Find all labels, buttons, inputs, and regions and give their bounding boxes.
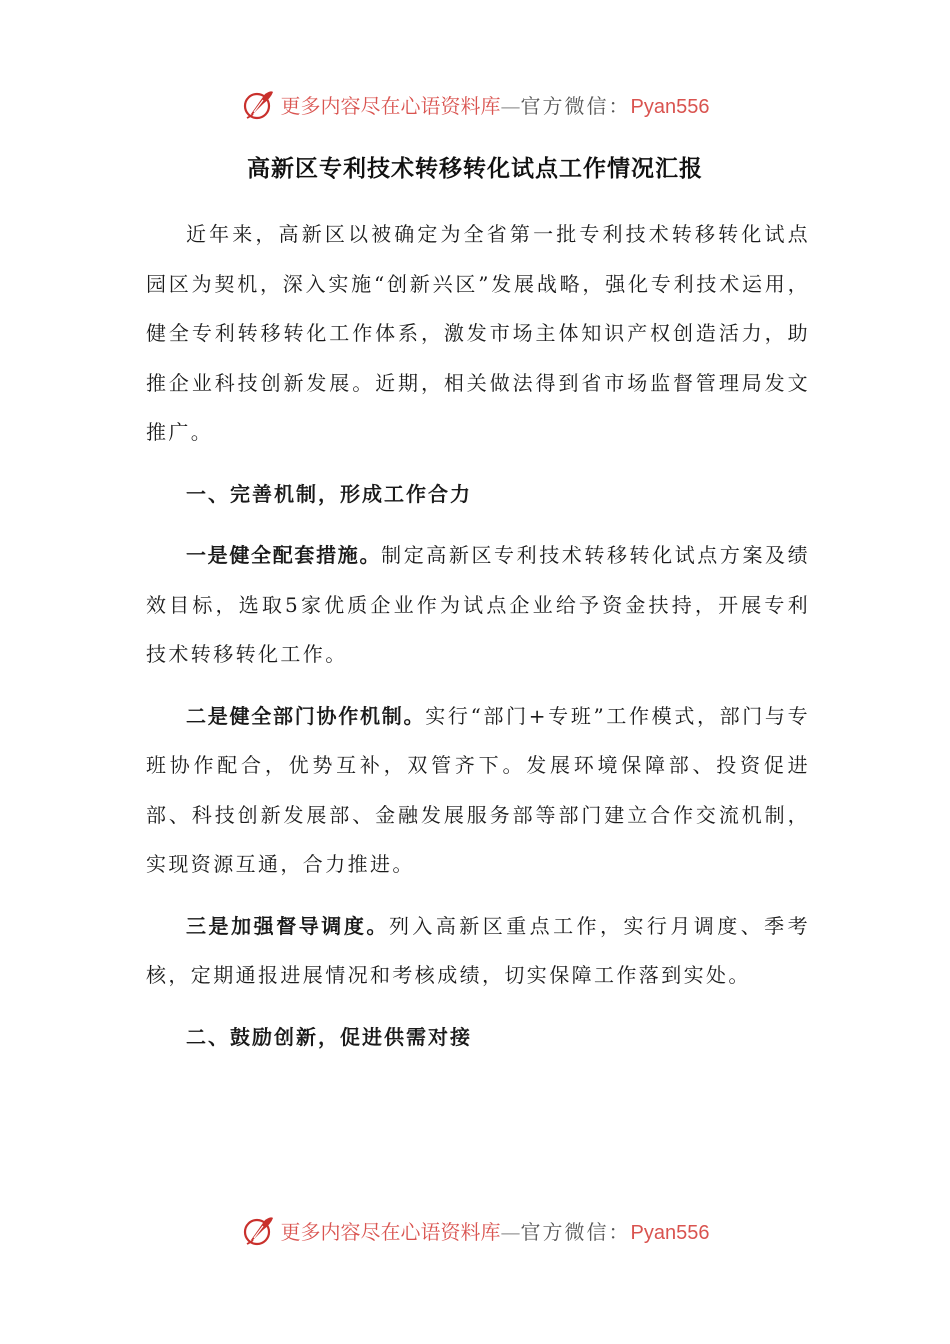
banner-separator: —: [500, 1219, 521, 1244]
item-body-2: 实行“部门+专班”工作模式，部门与专班协作配合，优势互补，双管齐下。发展环境保障部、投资促进部、科技创新发展部、金融发展服务部等部门建立合作交流机制，实现资源互通，合力推进。: [146, 703, 810, 876]
item-paragraph-2: [146, 692, 810, 890]
document-body: [146, 210, 810, 1074]
banner-text: [281, 1216, 710, 1245]
section-heading-1: 一、完善机制，形成工作合力: [186, 481, 472, 506]
quill-pen-logo-icon: [241, 86, 277, 122]
banner-brand: 更多内容尽在心语资料库: [280, 93, 501, 118]
section-heading-2: 二、鼓励创新，促进供需对接: [186, 1024, 472, 1049]
item-body-3: 列入高新区重点工作，实行月调度、季考核，定期通报进展情况和考核成绩，切实保障工作落到实处。: [146, 913, 811, 987]
banner-separator: —: [500, 93, 521, 118]
banner-text: [281, 90, 710, 119]
footer-banner: [0, 1208, 950, 1252]
banner-wechat-label: 官方微信：: [520, 1219, 631, 1244]
item-paragraph-1: [146, 531, 810, 680]
banner-handle: Pyan556: [630, 1221, 710, 1244]
item-paragraph-3: [146, 902, 810, 1001]
banner-wechat-label: 官方微信：: [520, 93, 631, 118]
header-banner: [0, 82, 950, 126]
banner-handle: Pyan556: [630, 95, 710, 118]
item-lead-2: 二是健全部门协作机制。: [186, 703, 426, 728]
banner-brand: 更多内容尽在心语资料库: [280, 1219, 501, 1244]
quill-pen-logo-icon: [241, 1212, 277, 1248]
item-lead-3: 三是加强督导调度。: [186, 913, 389, 938]
intro-paragraph: 近年来，高新区以被确定为全省第一批专利技术转移转化试点园区为契机，深入实施“创新兴区”发展战略，强化专利技术运用，健全专利转移转化工作体系，激发市场主体知识产权创造活力，助推企业科技创新发展。近期，相关做法得到省市场监督管理局发文推广。: [146, 222, 810, 444]
document-title: 高新区专利技术转移转化试点工作情况汇报: [247, 156, 703, 182]
item-body-1: 制定高新区专利技术转移转化试点方案及绩效目标，选取5家优质企业作为试点企业给予资金扶持，开展专利技术转移转化工作。: [146, 543, 811, 666]
item-lead-1: 一是健全配套措施。: [186, 543, 382, 567]
